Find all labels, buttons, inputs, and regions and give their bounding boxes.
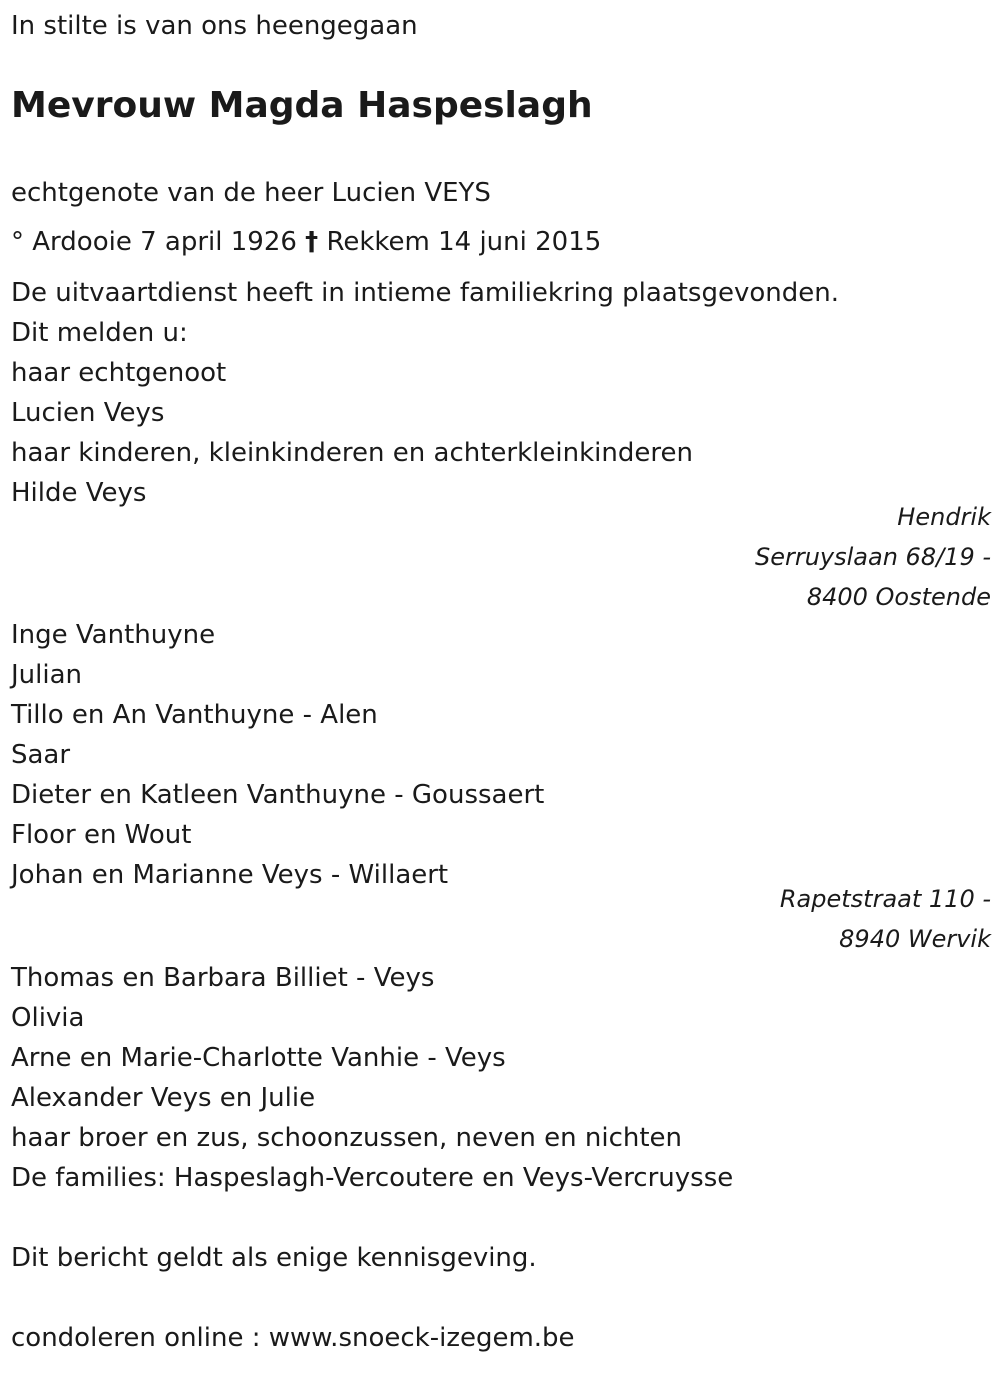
- announcement-line: haar kinderen, kleinkinderen en achterkleinkinderen: [11, 438, 693, 468]
- address-line: 8400 Oostende: [806, 583, 991, 611]
- family-block-2: [11, 958, 991, 1198]
- announcement-line: Lucien Veys: [11, 398, 165, 428]
- birth-text: ° Ardooie 7 april 1926: [11, 227, 297, 257]
- announcement-line: Hilde Veys: [11, 478, 147, 508]
- address-block-1: [11, 497, 991, 617]
- intro-text: In stilte is van ons heengegaan: [11, 11, 418, 41]
- announcement-block: [11, 273, 991, 513]
- family-line: Alexander Veys en Julie: [11, 1083, 316, 1113]
- cross-icon: †: [305, 227, 319, 257]
- family-line: Julian: [11, 660, 83, 690]
- address-line: Rapetstraat 110 -: [779, 885, 991, 913]
- condolence-text: condoleren online : www.snoeck-izegem.be: [11, 1323, 575, 1353]
- family-block-1: [11, 615, 991, 895]
- announcement-line: haar echtgenoot: [11, 358, 227, 388]
- family-line: Floor en Wout: [11, 820, 192, 850]
- family-line: Tillo en An Vanthuyne - Alen: [11, 700, 378, 730]
- deceased-name: Mevrouw Magda Haspeslagh: [11, 85, 593, 126]
- family-line: Johan en Marianne Veys - Willaert: [11, 860, 449, 890]
- spouse-text: echtgenote van de heer Lucien VEYS: [11, 178, 491, 208]
- condolence-block: [11, 1318, 991, 1358]
- family-line: Dieter en Katleen Vanthuyne - Goussaert: [11, 780, 545, 810]
- notice-block: [11, 1238, 991, 1278]
- announcement-line: Dit melden u:: [11, 318, 188, 348]
- spouse-line: [11, 173, 991, 213]
- family-line: Arne en Marie-Charlotte Vanhie - Veys: [11, 1043, 506, 1073]
- dates-text: [11, 222, 991, 262]
- address-line: Serruyslaan 68/19 -: [754, 543, 991, 571]
- family-line: Thomas en Barbara Billiet - Veys: [11, 963, 435, 993]
- family-line: Inge Vanthuyne: [11, 620, 216, 650]
- address-block-2: [11, 879, 991, 959]
- dates-line: [11, 222, 991, 262]
- family-line: haar broer en zus, schoonzussen, neven en nichten: [11, 1123, 683, 1153]
- address-line: 8940 Wervik: [839, 925, 991, 953]
- notice-text: Dit bericht geldt als enige kennisgeving.: [11, 1243, 537, 1273]
- announcement-line: De uitvaartdienst heeft in intieme familiekring plaatsgevonden.: [11, 278, 839, 308]
- family-line: Olivia: [11, 1003, 85, 1033]
- family-line: De families: Haspeslagh-Vercoutere en Veys-Vercruysse: [11, 1163, 734, 1193]
- family-line: Saar: [11, 740, 71, 770]
- death-text: Rekkem 14 juni 2015: [326, 227, 602, 257]
- address-line: Hendrik: [897, 503, 991, 531]
